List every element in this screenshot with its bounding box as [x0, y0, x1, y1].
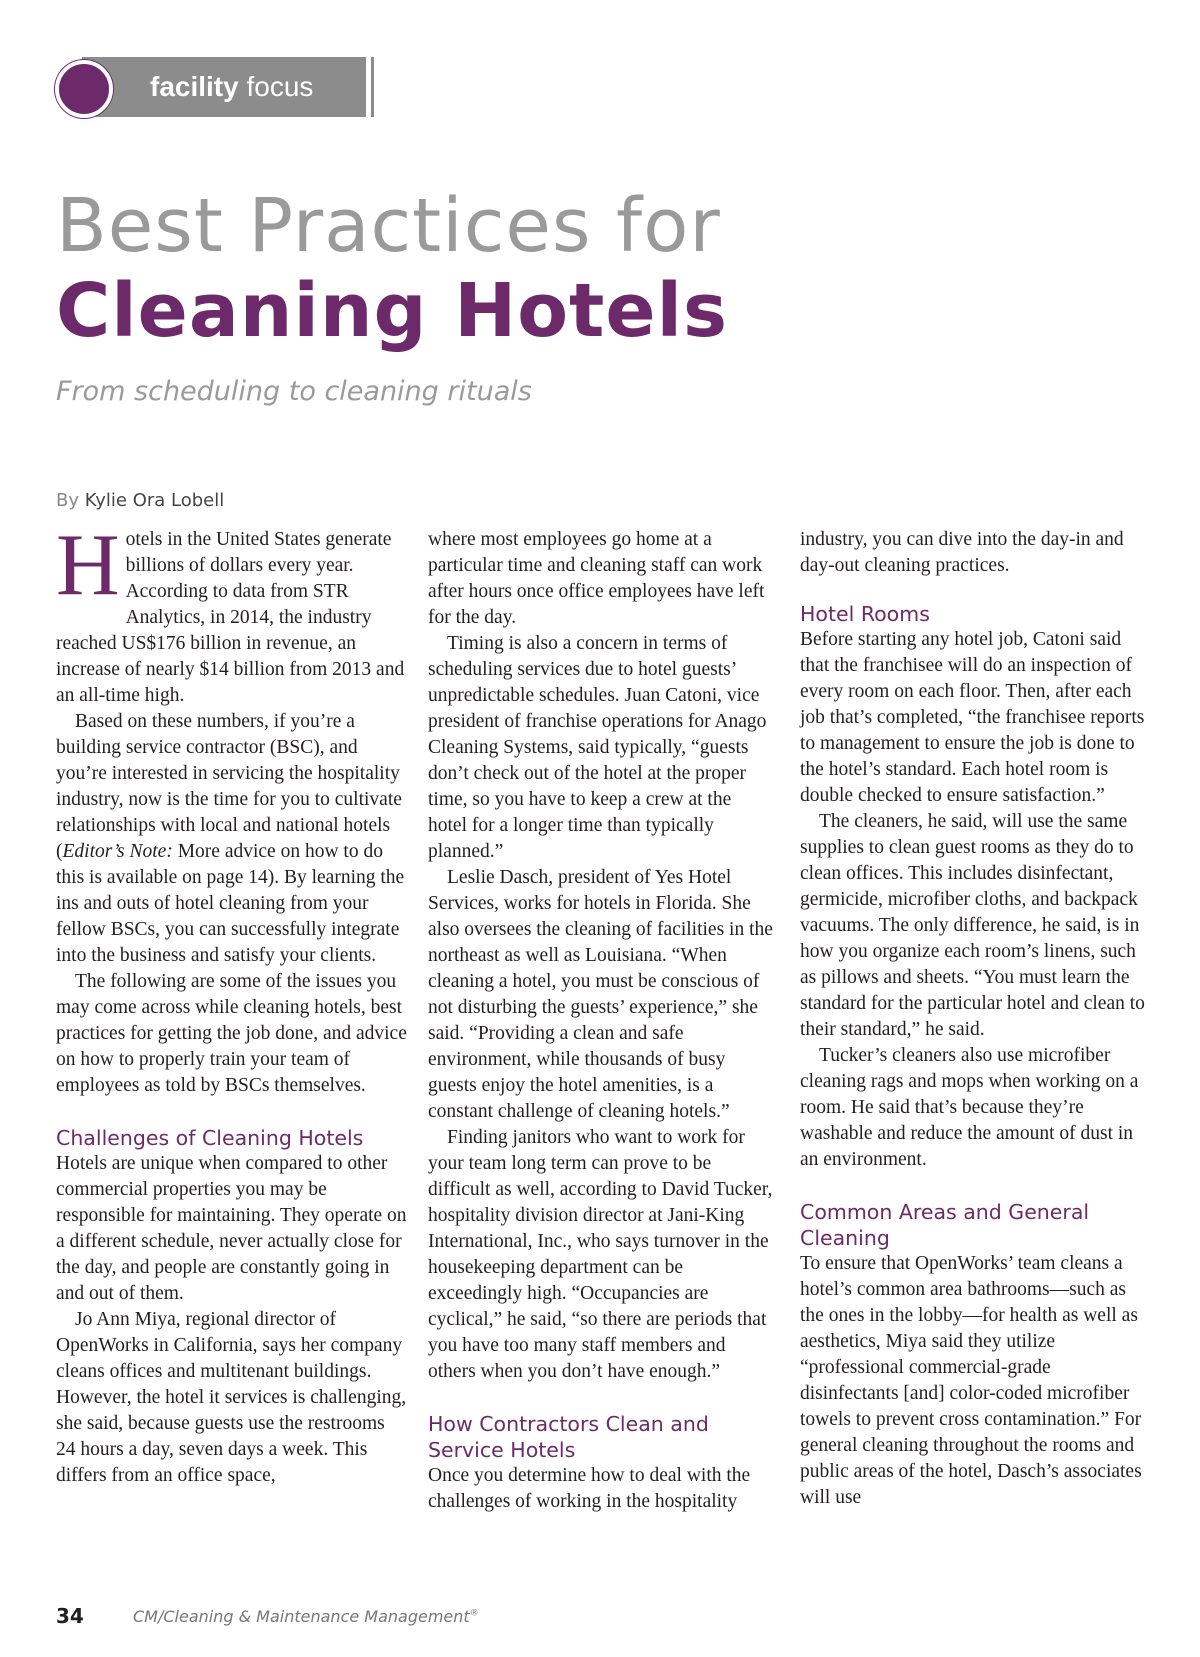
paragraph: industry, you can dive into the day-in and day-out cleaning practices.	[800, 529, 1124, 576]
headline-line-2: Cleaning Hotels	[56, 268, 729, 354]
column-2	[428, 527, 773, 1515]
byline: By Kylie Ora Lobell	[56, 490, 225, 511]
paragraph: where most employees go home at a particular time and cleaning staff can work after hours once office employees have left for the day.	[428, 529, 765, 628]
paragraph: Leslie Dasch, president of Yes Hotel Services, works for hotels in Florida. She also oversees the cleaning of facilities in the northeast as well as Louisiana. “When cleaning a hotel, you must be conscious of not disturbing the guests’ experience,” she said. “Providing a clean and safe environment, while thousands of busy guests enjoy the hotel amenities, is a constant challenge of cleaning hotels.”	[428, 867, 773, 1122]
paragraph: Timing is also a concern in terms of scheduling services due to hotel guests’ unpredictable schedules. Juan Catoni, vice president of franchise operations for Anago Cleaning Systems, said typically, “guests don’t check out of the hotel at the proper time, so you have to keep a crew at the hotel for a longer time than typically planned.”	[428, 633, 767, 862]
paragraph: Hotels are unique when compared to other commercial properties you may be responsible for maintaining. They operate on a different schedule, never actually close for the day, and people are constantly going in and out of them.	[56, 1153, 407, 1304]
paragraph: Tucker’s cleaners also use microfiber cleaning rags and mops when working on a room. He said that’s because they’re washable and reduce the amount of dust in an environment.	[800, 1045, 1139, 1170]
paragraph: Once you determine how to deal with the challenges of working in the hospitality	[428, 1465, 751, 1512]
author: Kylie Ora Lobell	[84, 490, 225, 511]
publication-name: CM/Cleaning & Maintenance Management®	[133, 1607, 479, 1626]
heading-contractors: How Contractors Clean and Service Hotels	[428, 1412, 709, 1462]
heading-challenges: Challenges of Cleaning Hotels	[56, 1126, 364, 1150]
heading-hotel-rooms: Hotel Rooms	[800, 602, 930, 626]
section-tab-circle-icon	[55, 60, 113, 118]
column-1	[56, 517, 408, 1489]
drop-cap: H	[56, 517, 120, 614]
paragraph: Hotels in the United States generate billions of dollars every year. According to data from STR Analytics, in 2014, the industry reached US$176 billion in revenue, an increase of nearly $14 billion from 2013 and an all-time high.	[56, 517, 405, 706]
paragraph: Finding janitors who want to work for your team long term can prove to be difficult as well, according to David Tucker, hospitality division director at Jani-King International, Inc., who says turnover in the housekeeping department can be exceedingly high. “Occupancies are cyclical,” he said, “so there are periods that you have too many staff members and others when you don’t have enough.”	[428, 1127, 773, 1382]
subtitle: From scheduling to cleaning rituals	[56, 376, 532, 407]
paragraph: Based on these numbers, if you’re a building service contractor (BSC), and you’re interested in servicing the hospitality industry, now is the time for you to cultivate relationships with local and national hotels (Editor’s Note: More advice on how to do this is available on page 14). By learning the ins and outs of hotel cleaning from your fellow BSCs, you can successfully integrate into the business and satisfy your clients.	[56, 711, 405, 966]
paragraph: The cleaners, he said, will use the same supplies to clean guest rooms as they do to clean offices. This includes disinfectant, germicide, microfiber cloths, and backpack vacuums. The only difference, he said, is in how you organize each room’s linens, such as pillows and sheets. “You must learn the standard for the particular hotel and clean to their standard,” he said.	[800, 811, 1145, 1040]
headline-line-1: Best Practices for	[56, 183, 721, 269]
paragraph: To ensure that OpenWorks’ team cleans a hotel’s common area bathrooms—such as the ones in the lobby—for health as well as aesthetics, Miya said they utilize “professional commercial-grade disinfectants [and] color-coded microfiber towels to prevent cross contamination.” For general cleaning throughout the rooms and public areas of the hotel, Dasch’s associates will use	[800, 1253, 1142, 1508]
paragraph: Before starting any hotel job, Catoni said that the franchisee will do an inspection of every room on each floor. Then, after each job that’s completed, “the franchisee reports to management to ensure the job is done to the hotel’s standard. Each hotel room is double checked to ensure satisfaction.”	[800, 629, 1145, 806]
paragraph: Jo Ann Miya, regional director of OpenWorks in California, says her company cleans offices and multitenant buildings. However, the hotel it services is challenging, she said, because guests use the restrooms 24 hours a day, seven days a week. This differs from an office space,	[56, 1309, 407, 1486]
column-3	[800, 527, 1152, 1511]
paragraph: The following are some of the issues you may come across while cleaning hotels, best practices for getting the job done, and advice on how to properly train your team of employees as told by BSCs themselves.	[56, 971, 407, 1096]
heading-common-areas: Common Areas and General Cleaning	[800, 1200, 1090, 1250]
section-tab	[55, 57, 365, 117]
page-number: 34	[56, 1604, 84, 1628]
section-tab-label: facility focus	[150, 71, 314, 102]
